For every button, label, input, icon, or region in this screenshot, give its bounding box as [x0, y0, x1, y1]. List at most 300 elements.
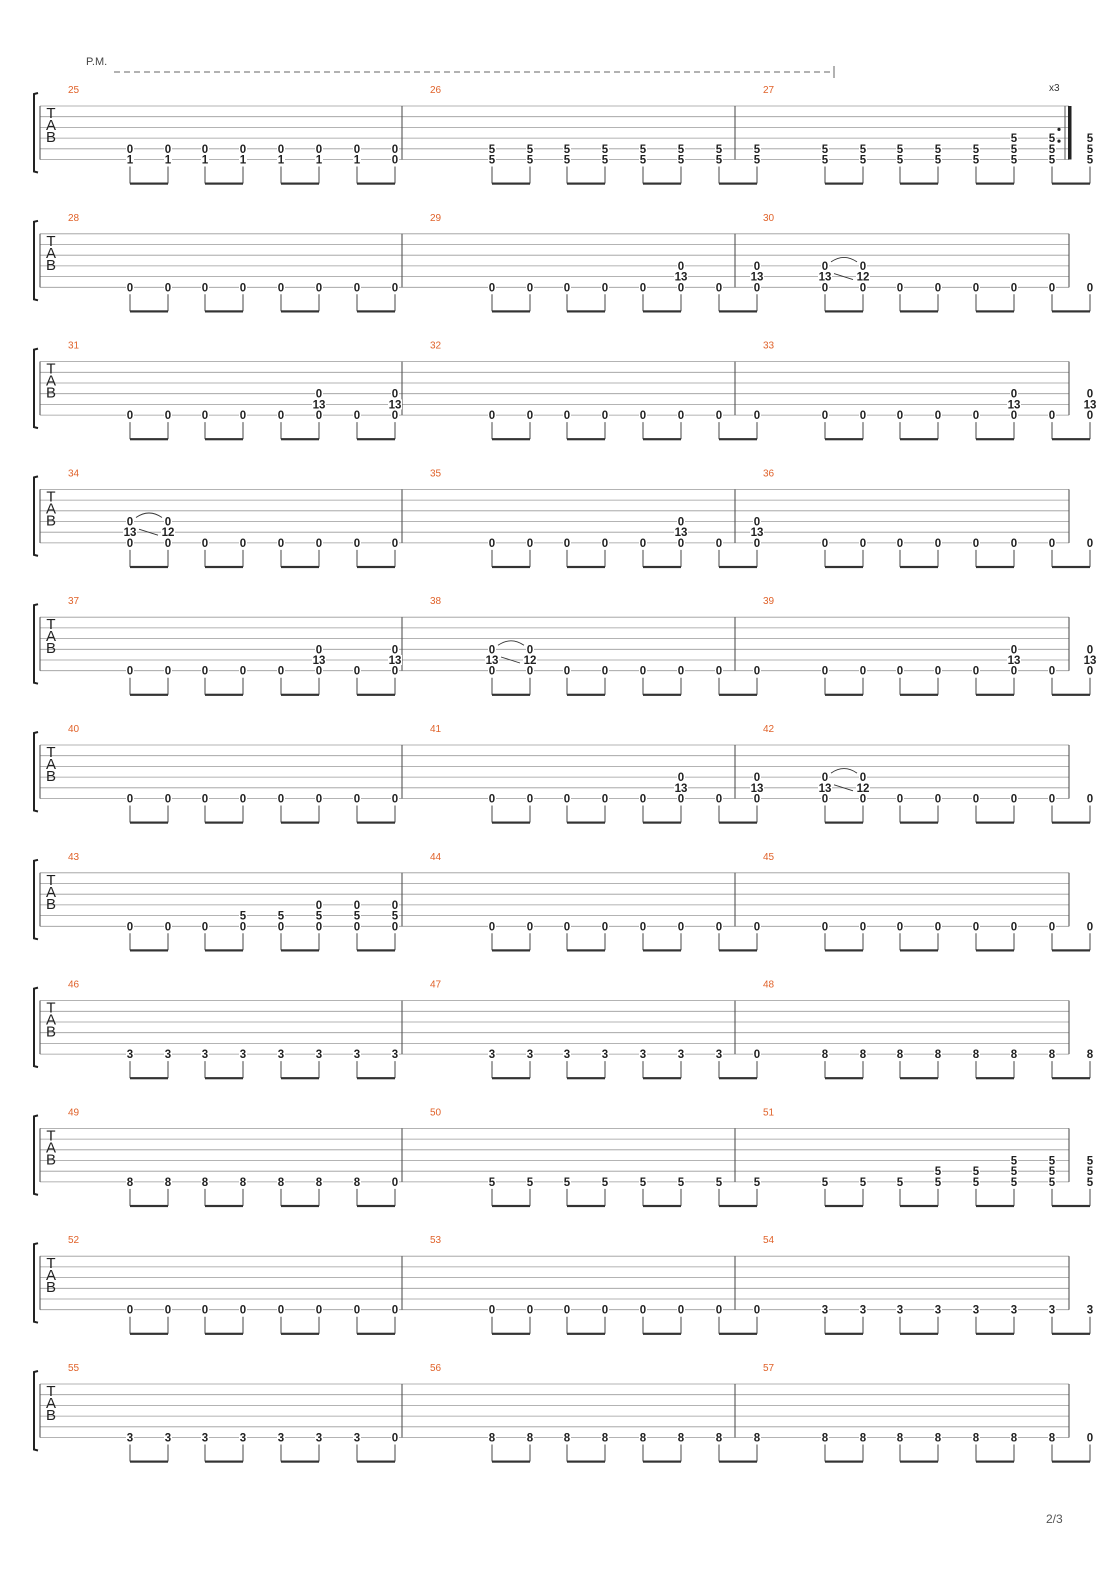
beam [281, 183, 319, 185]
fret-number: 5 [677, 154, 685, 167]
fret-number: 5 [1048, 154, 1056, 167]
fret-number: 5 [972, 1176, 980, 1189]
beam [567, 1461, 605, 1463]
beam [825, 1333, 863, 1335]
fret-number: 3 [353, 1432, 361, 1445]
fret-number: 13 [750, 527, 764, 540]
fret-number: 13 [485, 655, 499, 667]
fret-number: 13 [1083, 399, 1097, 412]
fret-number: 0 [315, 793, 323, 806]
fret-number: 5 [1010, 154, 1018, 167]
fret-number: 8 [126, 1176, 134, 1189]
fret-number: 0 [239, 921, 247, 934]
clef-letter: A [45, 1395, 57, 1412]
beam [130, 1077, 168, 1079]
fret-number: 0 [164, 516, 172, 529]
fret-number: 0 [239, 410, 247, 423]
beam [357, 183, 395, 185]
fret-number: 0 [1086, 410, 1094, 423]
tie-arc [136, 513, 162, 518]
beam [567, 1333, 605, 1335]
fret-number: 0 [972, 921, 980, 934]
clef-letter: A [45, 372, 57, 390]
fret-number: 0 [353, 537, 361, 550]
fret-number: 0 [677, 537, 685, 550]
beam [719, 1205, 757, 1207]
fret-number: 0 [277, 1304, 285, 1317]
fret-number: 5 [859, 154, 867, 167]
fret-number: 0 [753, 537, 761, 550]
fret-number: 0 [601, 1304, 609, 1317]
fret-number: 0 [896, 921, 904, 934]
beam [492, 183, 530, 185]
fret-number: 3 [821, 1304, 829, 1317]
fret-number: 3 [239, 1049, 247, 1062]
fret-number: 5 [715, 154, 723, 167]
fret-number: 0 [639, 282, 647, 295]
beam [357, 694, 395, 696]
fret-number: 0 [488, 665, 496, 678]
fret-number: 3 [164, 1432, 172, 1445]
beam [976, 694, 1014, 696]
fret-number: 0 [277, 793, 285, 806]
fret-number: 3 [715, 1049, 723, 1062]
fret-number: 0 [164, 793, 172, 806]
fret-number: 5 [526, 154, 534, 167]
beam [205, 694, 243, 696]
fret-number: 0 [277, 665, 285, 678]
beam [1052, 183, 1090, 185]
beam [205, 310, 243, 312]
beam [357, 438, 395, 440]
fret-number: 5 [639, 143, 647, 156]
tab-system [34, 980, 1094, 1080]
system-bracket [34, 860, 38, 940]
fret-number: 0 [353, 1304, 361, 1317]
fret-number: 0 [315, 644, 323, 657]
fret-number: 0 [896, 665, 904, 678]
beam [492, 1077, 530, 1079]
beam [567, 1205, 605, 1207]
fret-number: 5 [972, 154, 980, 167]
fret-number: 0 [391, 921, 399, 934]
fret-number: 8 [821, 1432, 829, 1445]
clef-letter: T [46, 616, 56, 634]
fret-number: 5 [353, 910, 361, 923]
fret-number: 0 [391, 644, 399, 657]
fret-number: 0 [1010, 388, 1018, 401]
fret-number: 8 [1010, 1432, 1018, 1445]
fret-number: 5 [488, 1176, 496, 1189]
fret-number: 3 [201, 1432, 209, 1445]
beam [492, 822, 530, 824]
fret-number: 0 [677, 410, 685, 423]
fret-number: 5 [391, 910, 399, 923]
fret-number: 0 [315, 921, 323, 934]
fret-number: 0 [353, 143, 361, 156]
fret-number: 5 [972, 1166, 980, 1179]
beam [825, 949, 863, 951]
measure-number: 37 [68, 596, 80, 608]
clef-letter: T [46, 488, 56, 506]
fret-number: 0 [526, 665, 534, 678]
fret-number: 3 [126, 1432, 134, 1445]
fret-number: 0 [934, 793, 942, 806]
beam [900, 183, 938, 185]
beam [357, 310, 395, 312]
beam [900, 949, 938, 951]
clef-letter: A [45, 1011, 57, 1029]
fret-number: 0 [201, 282, 209, 295]
fret-number: 5 [563, 154, 571, 167]
beam [205, 822, 243, 824]
fret-number: 13 [674, 527, 688, 540]
beam [643, 1333, 681, 1335]
fret-number: 8 [753, 1432, 761, 1445]
beam [900, 694, 938, 696]
fret-number: 0 [563, 282, 571, 295]
beam [130, 310, 168, 312]
fret-number: 0 [1010, 665, 1018, 678]
fret-number: 0 [353, 282, 361, 295]
fret-number: 13 [312, 399, 326, 412]
fret-number: 0 [353, 793, 361, 806]
fret-number: 0 [526, 921, 534, 934]
beam [1052, 694, 1090, 696]
fret-number: 5 [526, 143, 534, 156]
fret-number: 0 [1086, 644, 1094, 657]
fret-number: 0 [563, 921, 571, 934]
beam [492, 310, 530, 312]
fret-number: 8 [488, 1432, 496, 1445]
beam [900, 438, 938, 440]
measure-number: 36 [763, 468, 775, 480]
beam [643, 183, 681, 185]
beam [130, 1205, 168, 1207]
fret-number: 0 [677, 1304, 685, 1317]
beam [643, 822, 681, 824]
fret-number: 3 [677, 1049, 685, 1062]
beam [492, 1205, 530, 1207]
fret-number: 0 [391, 143, 399, 156]
fret-number: 8 [601, 1432, 609, 1445]
measure-number: 48 [763, 979, 775, 991]
fret-number: 0 [601, 410, 609, 423]
beam [900, 1077, 938, 1079]
beam [1052, 822, 1090, 824]
fret-number: 5 [277, 910, 285, 923]
fret-number: 0 [126, 516, 134, 529]
beam [130, 1333, 168, 1335]
fret-number: 0 [715, 537, 723, 550]
fret-number: 0 [753, 772, 761, 785]
beam [976, 566, 1014, 568]
clef-letter: B [45, 129, 57, 146]
beam [281, 694, 319, 696]
fret-number: 8 [315, 1176, 323, 1189]
fret-number: 3 [277, 1049, 285, 1062]
fret-number: 3 [972, 1304, 980, 1317]
fret-number: 0 [753, 793, 761, 806]
clef-letter: T [46, 999, 56, 1017]
measure-number: 30 [763, 212, 775, 224]
fret-number: 3 [315, 1049, 323, 1062]
fret-number: 0 [715, 793, 723, 806]
fret-number: 5 [896, 1176, 904, 1189]
fret-number: 13 [674, 782, 688, 795]
fret-number: 1 [164, 154, 172, 167]
fret-number: 0 [277, 410, 285, 423]
beam [976, 822, 1014, 824]
fret-number: 0 [1048, 537, 1056, 550]
fret-number: 5 [1010, 1155, 1018, 1168]
fret-number: 5 [1010, 143, 1018, 156]
measure-number: 33 [763, 340, 775, 352]
measure-number: 34 [68, 468, 80, 480]
fret-number: 0 [677, 772, 685, 785]
tab-system [34, 596, 1097, 696]
clef-letter: A [45, 117, 57, 134]
beam [281, 949, 319, 951]
fret-number: 8 [896, 1049, 904, 1062]
beam [281, 438, 319, 440]
fret-number: 0 [164, 921, 172, 934]
fret-number: 0 [488, 644, 496, 657]
beam [1052, 949, 1090, 951]
fret-number: 0 [1086, 282, 1094, 295]
fret-number: 0 [821, 282, 829, 295]
fret-number: 0 [239, 282, 247, 295]
fret-number: 5 [1048, 1176, 1056, 1189]
fret-number: 0 [164, 537, 172, 550]
fret-number: 0 [753, 516, 761, 529]
fret-number: 0 [315, 537, 323, 550]
fret-number: 0 [896, 410, 904, 423]
fret-number: 0 [896, 793, 904, 806]
fret-number: 8 [201, 1176, 209, 1189]
fret-number: 0 [1010, 644, 1018, 657]
fret-number: 0 [126, 793, 134, 806]
palm-mute-label: P.M. [86, 56, 108, 68]
fret-number: 0 [488, 282, 496, 295]
beam [281, 1333, 319, 1335]
fret-number: 0 [126, 410, 134, 423]
beam [492, 1333, 530, 1335]
fret-number: 3 [201, 1049, 209, 1062]
beam [130, 566, 168, 568]
clef-letter: A [45, 628, 57, 646]
fret-number: 0 [488, 1304, 496, 1317]
fret-number: 13 [388, 399, 402, 412]
clef-letter: B [45, 768, 57, 785]
fret-number: 0 [201, 410, 209, 423]
fret-number: 0 [1086, 537, 1094, 550]
fret-number: 8 [526, 1432, 534, 1445]
measure-number: 57 [763, 1363, 775, 1374]
beam [567, 822, 605, 824]
clef-letter: A [45, 500, 57, 518]
fret-number: 0 [353, 665, 361, 678]
fret-number: 5 [896, 154, 904, 167]
fret-number: 5 [1048, 133, 1056, 146]
fret-number: 5 [488, 154, 496, 167]
fret-number: 0 [859, 793, 867, 806]
system-bracket [34, 732, 38, 812]
beam [492, 1461, 530, 1463]
fret-number: 0 [753, 1304, 761, 1317]
page-number: 2/3 [1046, 1512, 1063, 1526]
fret-number: 5 [677, 143, 685, 156]
clef-letter: A [45, 1267, 57, 1285]
measure-number: 27 [763, 85, 775, 96]
fret-number: 0 [1048, 665, 1056, 678]
beam [976, 1077, 1014, 1079]
beam [643, 566, 681, 568]
fret-number: 5 [601, 1176, 609, 1189]
fret-number: 8 [639, 1432, 647, 1445]
beam [492, 949, 530, 951]
fret-number: 0 [859, 665, 867, 678]
fret-number: 3 [315, 1432, 323, 1445]
beam [976, 1333, 1014, 1335]
fret-number: 0 [753, 1049, 761, 1062]
fret-number: 5 [1086, 154, 1094, 167]
fret-number: 5 [821, 143, 829, 156]
fret-number: 5 [1086, 143, 1094, 156]
clef-letter: B [45, 895, 57, 913]
system-bracket [34, 349, 38, 429]
fret-number: 0 [391, 282, 399, 295]
fret-number: 0 [126, 921, 134, 934]
fret-number: 3 [1086, 1304, 1094, 1317]
fret-number: 0 [639, 1304, 647, 1317]
beam [492, 438, 530, 440]
fret-number: 3 [1010, 1304, 1018, 1317]
fret-number: 5 [677, 1176, 685, 1189]
system-bracket [34, 988, 38, 1068]
fret-number: 12 [161, 527, 175, 540]
beam [130, 438, 168, 440]
fret-number: 5 [1010, 133, 1018, 146]
system-bracket [34, 1115, 38, 1195]
clef-letter: A [45, 1139, 57, 1157]
fret-number: 0 [239, 793, 247, 806]
beam [357, 566, 395, 568]
tab-system [34, 724, 1094, 824]
fret-number: 0 [526, 793, 534, 806]
beam [1052, 310, 1090, 312]
fret-number: 8 [972, 1432, 980, 1445]
fret-number: 5 [934, 154, 942, 167]
fret-number: 0 [315, 410, 323, 423]
fret-number: 0 [201, 921, 209, 934]
beam [825, 566, 863, 568]
fret-number: 0 [972, 793, 980, 806]
fret-number: 5 [1086, 1166, 1094, 1179]
clef-letter: T [46, 1383, 56, 1400]
fret-number: 8 [239, 1176, 247, 1189]
beam [719, 310, 757, 312]
fret-number: 8 [164, 1176, 172, 1189]
fret-number: 0 [934, 537, 942, 550]
fret-number: 0 [639, 921, 647, 934]
beam [357, 1461, 395, 1463]
fret-number: 0 [934, 282, 942, 295]
fret-number: 3 [488, 1049, 496, 1062]
fret-number: 5 [753, 1176, 761, 1189]
fret-number: 0 [164, 665, 172, 678]
fret-number: 13 [750, 782, 764, 795]
fret-number: 0 [859, 410, 867, 423]
fret-number: 0 [715, 410, 723, 423]
fret-number: 8 [353, 1176, 361, 1189]
fret-number: 8 [821, 1049, 829, 1062]
fret-number: 0 [601, 282, 609, 295]
beam [825, 438, 863, 440]
fret-number: 0 [1086, 665, 1094, 678]
fret-number: 0 [821, 410, 829, 423]
beam [719, 1461, 757, 1463]
fret-number: 0 [972, 282, 980, 295]
fret-number: 0 [164, 410, 172, 423]
fret-number: 0 [239, 665, 247, 678]
fret-number: 0 [277, 921, 285, 934]
fret-number: 0 [715, 665, 723, 678]
fret-number: 5 [1010, 1166, 1018, 1179]
fret-number: 0 [164, 282, 172, 295]
tab-system [34, 83, 1094, 185]
fret-number: 5 [1048, 143, 1056, 156]
beam [205, 183, 243, 185]
beam [357, 1077, 395, 1079]
fret-number: 0 [715, 921, 723, 934]
fret-number: 0 [526, 282, 534, 295]
clef-letter: B [45, 640, 57, 658]
fret-number: 3 [934, 1304, 942, 1317]
fret-number: 0 [601, 793, 609, 806]
measure-number: 29 [430, 212, 442, 224]
tie-arc [498, 641, 524, 646]
fret-number: 13 [818, 271, 832, 284]
fret-number: 0 [315, 1304, 323, 1317]
measure-number: 35 [430, 468, 442, 480]
fret-number: 0 [126, 282, 134, 295]
fret-number: 8 [715, 1432, 723, 1445]
beam [719, 694, 757, 696]
beam [643, 1077, 681, 1079]
tie-arc [831, 257, 857, 262]
fret-number: 0 [488, 537, 496, 550]
fret-number: 13 [674, 271, 688, 284]
beam [643, 949, 681, 951]
clef-letter: B [45, 1151, 57, 1169]
fret-number: 0 [715, 1304, 723, 1317]
fret-number: 8 [563, 1432, 571, 1445]
measure-number: 51 [763, 1107, 775, 1119]
beam [205, 1461, 243, 1463]
fret-number: 0 [677, 921, 685, 934]
beam [900, 1205, 938, 1207]
system-bracket [34, 93, 38, 173]
beam [567, 566, 605, 568]
fret-number: 3 [526, 1049, 534, 1062]
fret-number: 1 [315, 154, 323, 167]
fret-number: 0 [934, 921, 942, 934]
measure-number: 28 [68, 212, 80, 224]
beam [1052, 1205, 1090, 1207]
tab-system [34, 341, 1097, 441]
fret-number: 1 [353, 154, 361, 167]
